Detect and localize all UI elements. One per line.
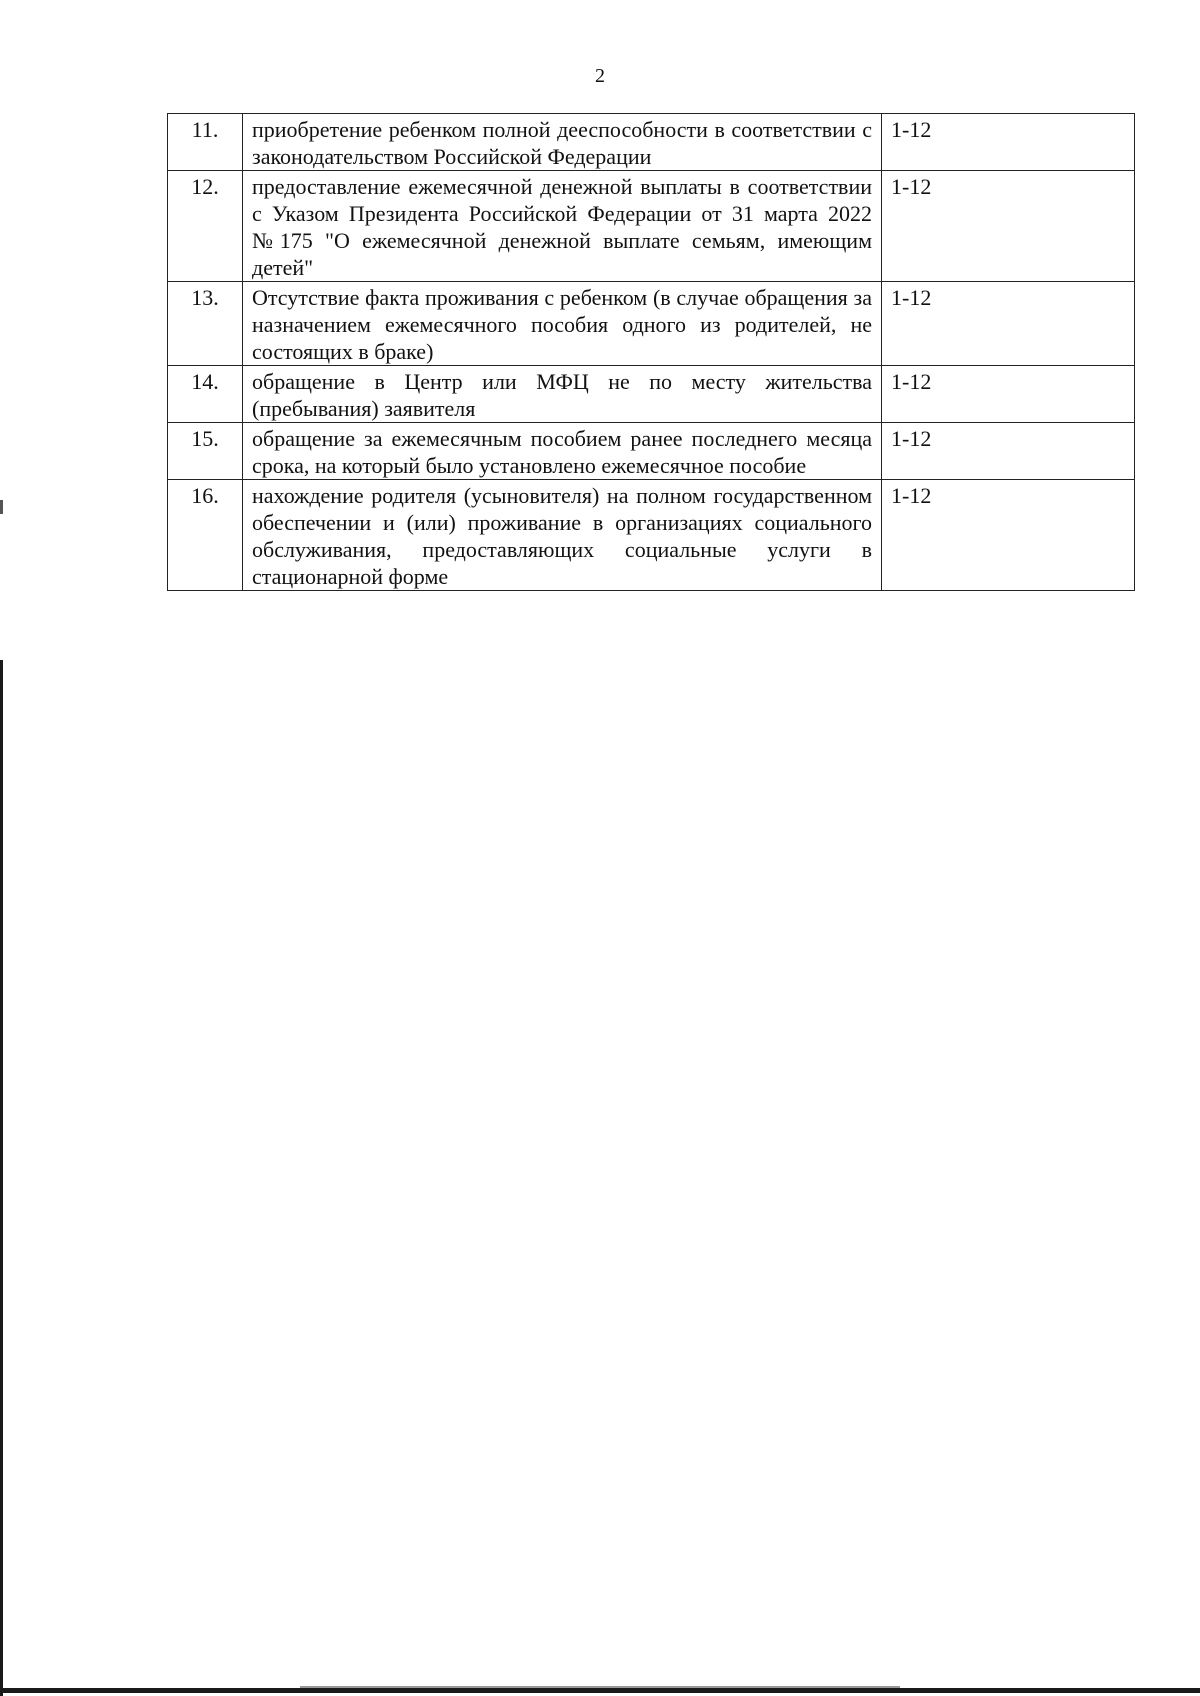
row-number: 13. bbox=[168, 282, 243, 366]
table-row bbox=[168, 282, 1135, 366]
row-text: предоставление ежемесячной денежной выплаты в соответствии с Указом Президента Российской Федерации от 31 марта 2022 №175 "О ежемесячной денежной выплате семьям, имеющим детей" bbox=[243, 171, 882, 282]
scan-edge-mark bbox=[0, 500, 3, 514]
row-period: 1-12 bbox=[882, 480, 1135, 591]
row-period: 1-12 bbox=[882, 366, 1135, 423]
table-row bbox=[168, 171, 1135, 282]
row-number: 12. bbox=[168, 171, 243, 282]
table-row bbox=[168, 366, 1135, 423]
table-row bbox=[168, 480, 1135, 591]
row-number: 15. bbox=[168, 423, 243, 480]
scan-edge-left bbox=[0, 660, 3, 1696]
row-period: 1-12 bbox=[882, 171, 1135, 282]
table-row bbox=[168, 114, 1135, 171]
table-row bbox=[168, 423, 1135, 480]
row-period: 1-12 bbox=[882, 423, 1135, 480]
scan-edge-bottom bbox=[0, 1688, 1200, 1693]
grounds-table bbox=[167, 113, 1135, 591]
row-number: 11. bbox=[168, 114, 243, 171]
row-text: Отсутствие факта проживания с ребенком (в случае обращения за назначением ежемесячного пособия одного из родителей, не состоящих в браке) bbox=[243, 282, 882, 366]
row-number: 16. bbox=[168, 480, 243, 591]
row-period: 1-12 bbox=[882, 282, 1135, 366]
row-number: 14. bbox=[168, 366, 243, 423]
row-text: нахождение родителя (усыновителя) на полном государственном обеспечении и (или) проживание в организациях социального обслуживания, предоставляющих социальные услуги в стационарной форме bbox=[243, 480, 882, 591]
row-text: приобретение ребенком полной дееспособности в соответствии с законодательством Российской Федерации bbox=[243, 114, 882, 171]
row-text: обращение за ежемесячным пособием ранее последнего месяца срока, на который было установлено ежемесячное пособие bbox=[243, 423, 882, 480]
row-text: обращение в Центр или МФЦ не по месту жительства (пребывания) заявителя bbox=[243, 366, 882, 423]
row-period: 1-12 bbox=[882, 114, 1135, 171]
page-number: 2 bbox=[595, 65, 605, 87]
